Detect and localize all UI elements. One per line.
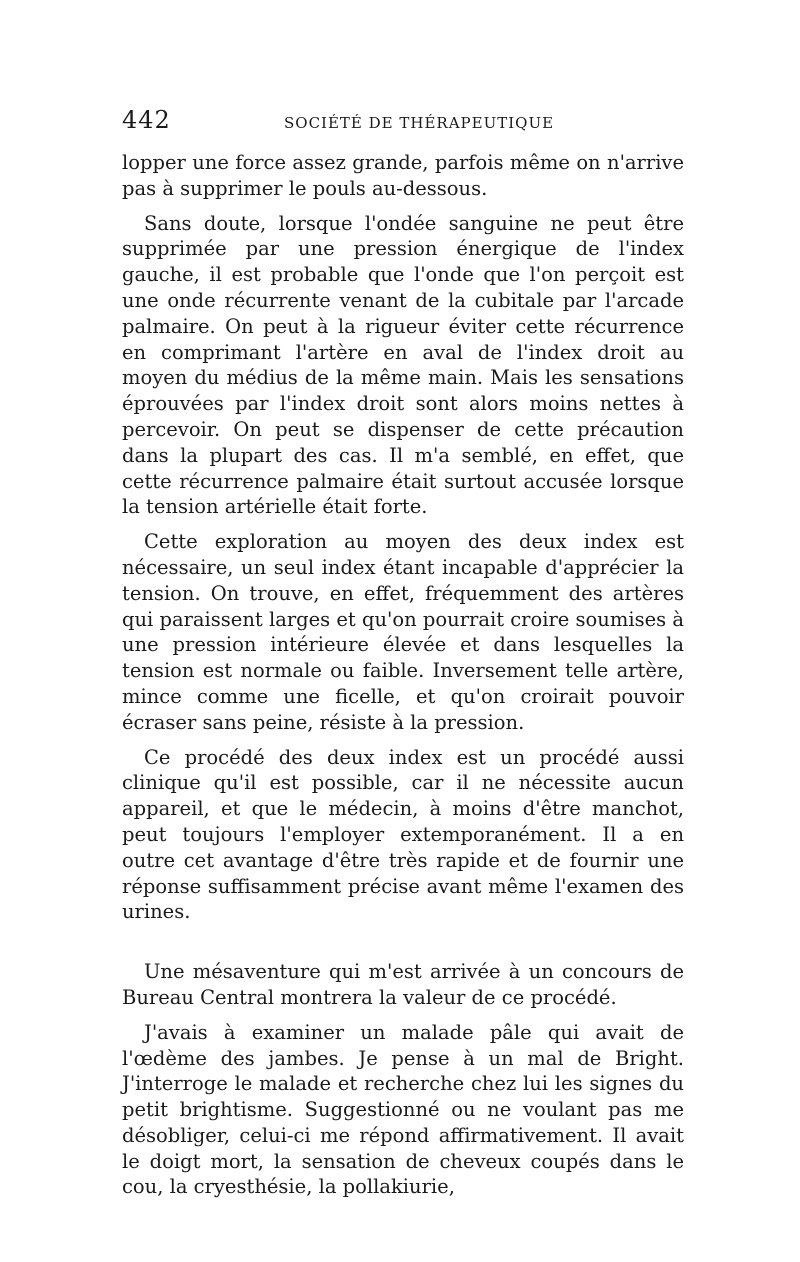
paragraph: Ce procédé des deux index est un procédé aussi clinique qu'il est possible, car il ne nécessite aucun appareil, et que le médecin, à moins d'être manchot, peut toujours l'employer extemporanément. Il a en outre cet avantage d'être très rapide et de fournir une réponse suffisamment précise avant même l'examen des urines. — [122, 745, 684, 924]
page-number: 442 — [122, 106, 171, 134]
running-title: SOCIÉTÉ DE THÉRAPEUTIQUE — [284, 114, 555, 132]
paragraph-continuation: lopper une force assez grande, parfois même on n'arrive pas à supprimer le pouls au-dessous. — [122, 151, 684, 200]
paragraph: Cette exploration au moyen des deux index est nécessaire, un seul index étant incapable d'apprécier la tension. On trouve, en effet, fréquemment des artères qui paraissent larges et qu'on pourrait croire soumises à une pression intérieure élevée et dans lesquelles la tension est normale ou faible. Inversement telle artère, mince comme une ficelle, et qu'on croirait pouvoir écraser sans peine, résiste à la pression. — [122, 530, 684, 734]
paragraph: Une mésaventure qui m'est arrivée à un concours de Bureau Central montrera la valeur de ce procédé. — [122, 960, 684, 1009]
paragraph: Sans doute, lorsque l'ondée sanguine ne peut être supprimée par une pression énergique de l'index gauche, il est probable que l'onde que l'on perçoit est une onde récurrente venant de la cubitale par l'arcade palmaire. On peut à la rigueur éviter cette récurrence en comprimant l'artère en aval de l'index droit au moyen du médius de la même main. Mais les sensations éprouvées par l'index droit sont alors moins nettes à percevoir. On peut se dispenser de cette précaution dans la plupart des cas. Il m'a semblé, en effet, que cette récurrence palmaire était surtout accusée lorsque la tension artérielle était forte. — [122, 211, 684, 519]
page-header — [122, 106, 684, 146]
paragraph: J'avais à examiner un malade pâle qui avait de l'œdème des jambes. Je pense à un mal de Bright. J'interroge le malade et recherche chez lui les signes du petit brightisme. Suggestionné ou ne voulant pas me désobliger, celui-ci me répond affirmativement. Il avait le doigt mort, la sensation de cheveux coupés dans le cou, la cryesthésie, la pollakiurie, — [122, 1020, 684, 1199]
body-text — [122, 150, 684, 1209]
